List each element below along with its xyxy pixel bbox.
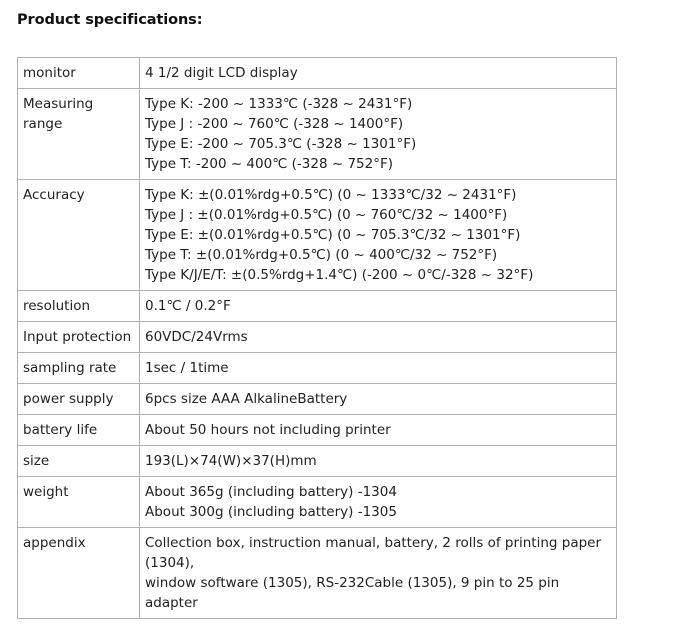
spec-label: power supply: [18, 384, 140, 415]
spec-value-line: About 365g (including battery) -1304: [145, 484, 397, 500]
spec-value-line: About 300g (including battery) -1305: [145, 504, 397, 520]
spec-value-line: Collection box, instruction manual, battery, 2 rolls of printing paper (1304),: [145, 535, 602, 571]
spec-value: [140, 528, 617, 619]
spec-label: battery life: [18, 415, 140, 446]
table-row: [18, 322, 617, 353]
table-row: [18, 58, 617, 89]
spec-label: Input protection: [18, 322, 140, 353]
spec-value-line: Type E: ±(0.01%rdg+0.5℃) (0 ~ 705.3℃/32 ~ 1301°F): [145, 227, 521, 243]
spec-value-line: 6pcs size AAA AlkalineBattery: [145, 391, 348, 407]
spec-value: [140, 446, 617, 477]
table-row: [18, 353, 617, 384]
page-title: Product specifications:: [17, 12, 203, 28]
spec-label: Measuring range: [18, 89, 140, 180]
specifications-table: [17, 57, 617, 619]
table-row: [18, 89, 617, 180]
spec-value: [140, 415, 617, 446]
spec-value-line: 60VDC/24Vrms: [145, 329, 248, 345]
spec-value: [140, 58, 617, 89]
spec-label: size: [18, 446, 140, 477]
spec-value-line: Type T: ±(0.01%rdg+0.5℃) (0 ~ 400℃/32 ~ 752°F): [145, 247, 498, 263]
spec-value: [140, 180, 617, 291]
table-row: [18, 477, 617, 528]
spec-value: [140, 353, 617, 384]
table-row: [18, 384, 617, 415]
spec-value: [140, 322, 617, 353]
spec-label: monitor: [18, 58, 140, 89]
spec-label: sampling rate: [18, 353, 140, 384]
table-row: [18, 180, 617, 291]
spec-value-line: 193(L)×74(W)×37(H)mm: [145, 453, 317, 469]
spec-value: [140, 384, 617, 415]
spec-value-line: Type E: -200 ~ 705.3℃ (-328 ~ 1301°F): [145, 136, 417, 152]
spec-label: appendix: [18, 528, 140, 619]
spec-value-line: Type T: -200 ~ 400℃ (-328 ~ 752°F): [145, 156, 394, 172]
spec-value-line: window software (1305), RS-232Cable (1305), 9 pin to 25 pin adapter: [145, 575, 560, 611]
spec-value-line: Type K: ±(0.01%rdg+0.5℃) (0 ~ 1333℃/32 ~ 2431°F): [145, 187, 517, 203]
spec-value: [140, 89, 617, 180]
table-row: [18, 415, 617, 446]
spec-value-line: About 50 hours not including printer: [145, 422, 391, 438]
spec-value-line: Type J : ±(0.01%rdg+0.5℃) (0 ~ 760℃/32 ~ 1400°F): [145, 207, 508, 223]
spec-value-line: 0.1℃ / 0.2°F: [145, 298, 231, 314]
spec-value-line: Type K/J/E/T: ±(0.5%rdg+1.4℃) (-200 ~ 0℃/-328 ~ 32°F): [145, 267, 534, 283]
table-row: [18, 528, 617, 619]
spec-value-line: Type J : -200 ~ 760℃ (-328 ~ 1400°F): [145, 116, 404, 132]
spec-value: [140, 291, 617, 322]
spec-label: weight: [18, 477, 140, 528]
spec-value-line: Type K: -200 ~ 1333℃ (-328 ~ 2431°F): [145, 96, 413, 112]
spec-label: Accuracy: [18, 180, 140, 291]
spec-value: [140, 477, 617, 528]
spec-value-line: 1sec / 1time: [145, 360, 229, 376]
table-row: [18, 446, 617, 477]
spec-value-line: 4 1/2 digit LCD display: [145, 65, 298, 81]
spec-label: resolution: [18, 291, 140, 322]
table-row: [18, 291, 617, 322]
